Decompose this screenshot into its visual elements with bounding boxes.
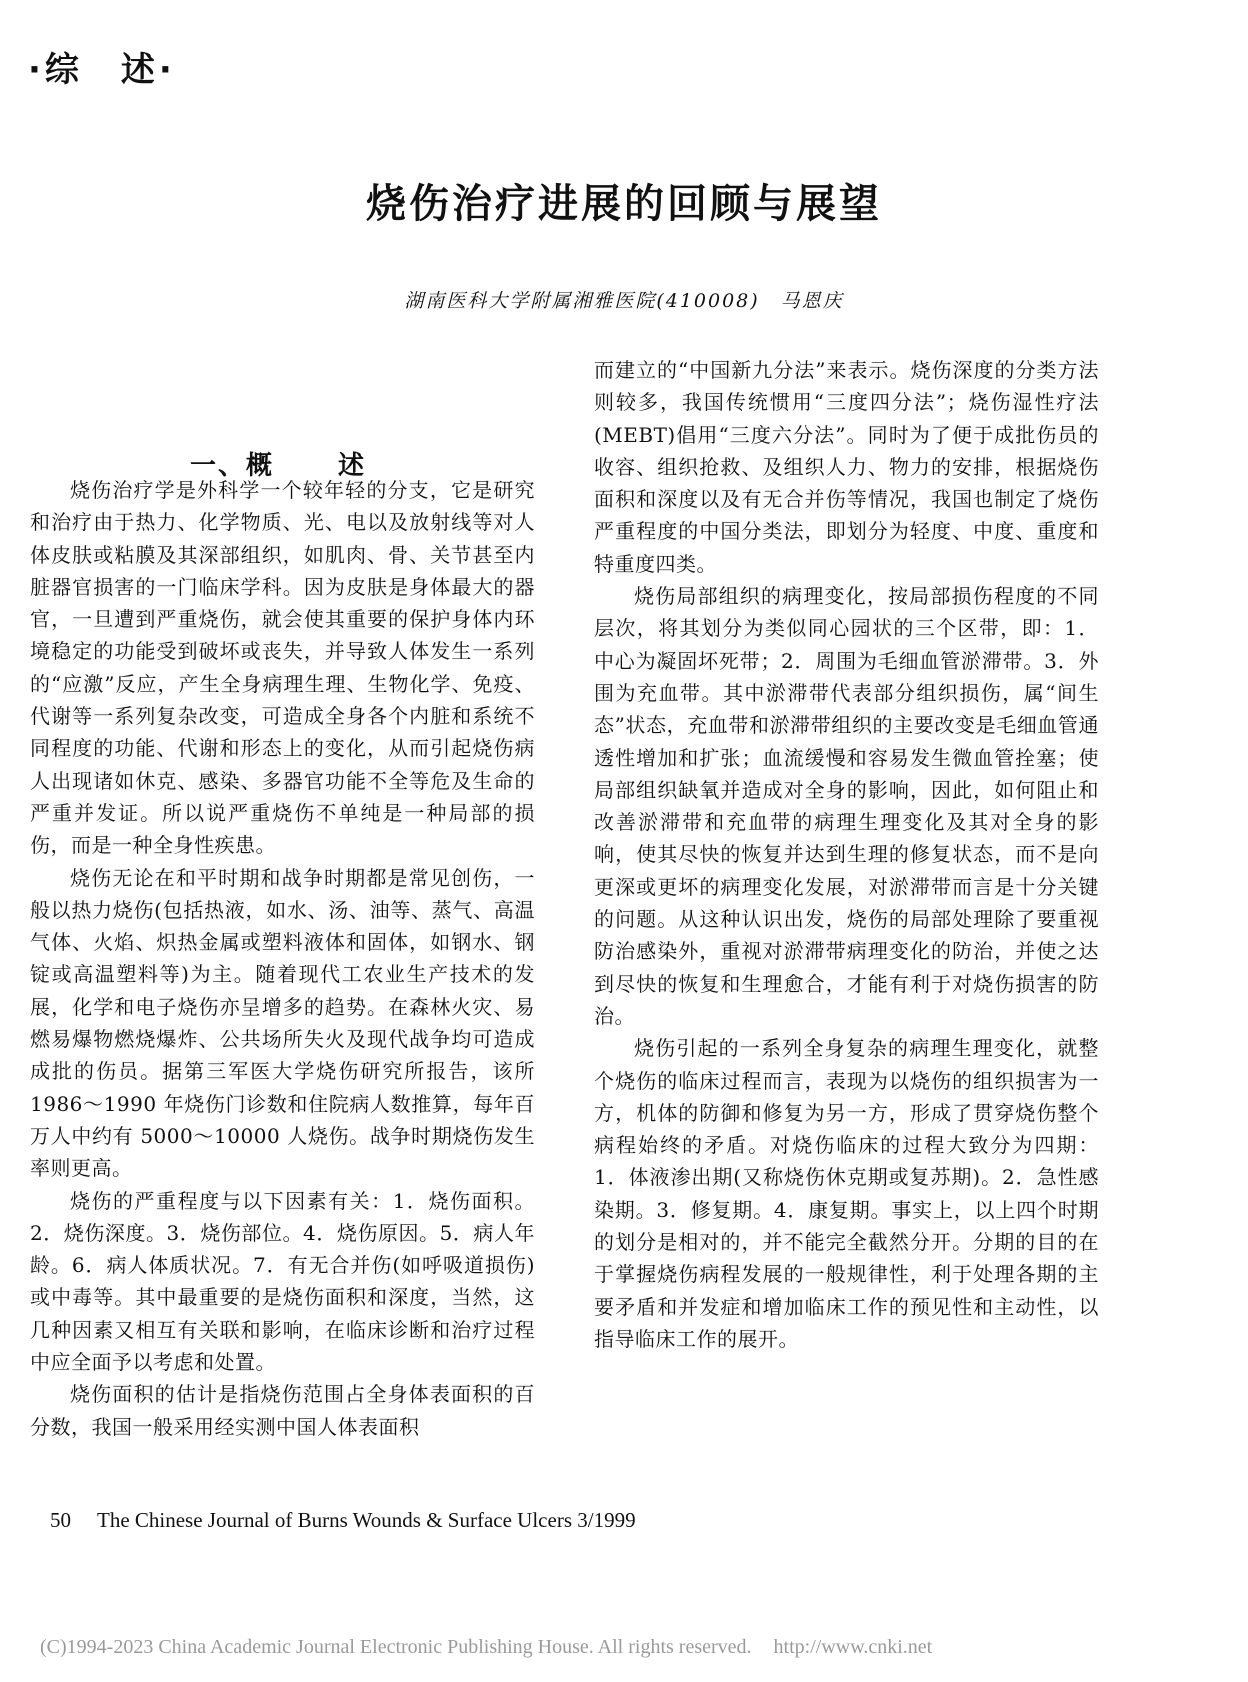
paragraph: 烧伤无论在和平时期和战争时期都是常见创伤，一般以热力烧伤(包括热液，如水、汤、油等、蒸气、高温气体、火焰、炽热金属或塑料液体和固体，如钢水、钢锭或高温塑料等)为主。随着现代工农业生产技术的发展，化学和电子烧伤亦呈增多的趋势。在森林火灾、易燃易爆物燃烧爆炸、公共场所失火及现代战争均可造成成批的伤员。据第三军医大学烧伤研究所报告，该所 1986～1990 年烧伤门诊数和住院病人数推算，每年百万人中约有 5000～10000 人烧伤。战争时期烧伤发生率则更高。: [30, 865, 535, 1181]
section-heading-rest: 述: [338, 451, 367, 481]
page-footer: [50, 1508, 636, 1533]
author-affiliation: 湖南医科大学附属湘雅医院(410008) 马恩庆: [404, 290, 844, 312]
paragraph: 烧伤治疗学是外科学一个较年轻的分支，它是研究和治疗由于热力、化学物质、光、电以及放射线等对人体皮肤或粘膜及其深部组织，如肌肉、骨、关节甚至内脏器官损害的一门临床学科。因为皮肤是身体最大的器官，一旦遭到严重烧伤，就会使其重要的保护身体内环境稳定的功能受到破坏或丧失，并导致人体发生一系列的“应激”反应，产生全身病理生理、生物化学、免疫、代谢等一系列复杂改变，可造成全身各个内脏和系统不同程度的功能、代谢和形态上的变化，从而引起烧伤病人出现诸如休克、感染、多器官功能不全等危及生命的严重并发证。所以说严重烧伤不单纯是一种局部的损伤，而是一种全身性疾患。: [30, 478, 535, 858]
copyright-notice: [40, 1636, 932, 1659]
page-number: 50: [50, 1508, 71, 1532]
paragraph: 烧伤局部组织的病理变化，按局部损伤程度的不同层次，将其划分为类似同心园状的三个区带，即：1．中心为凝固坏死带；2．周围为毛细血管淤滞带。3．外围为充血带。其中淤滞带代表部分组织损伤，属“间生态”状态，充血带和淤滞带组织的主要改变是毛细血管通透性增加和扩张；血流缓慢和容易发生微血管拴塞；使局部组织缺氧并造成对全身的影响，因此，如何阻止和改善淤滞带和充血带的病理生理变化及其对全身的影响，使其尽快的恢复并达到生理的修复状态，而不是向更深或更坏的病理变化发展，对淤滞带而言是十分关键的问题。从这种认识出发，烧伤的局部处理除了要重视防治感染外，重视对淤滞带病理变化的防治，并使之达到尽快的恢复和生理愈合，才能有利于对烧伤损害的防治。: [594, 584, 1099, 1028]
paragraph: 烧伤面积的估计是指烧伤范围占全身体表面积的百分数，我国一般采用经实测中国人体表面积: [30, 1382, 535, 1439]
right-column: [594, 354, 1099, 1355]
cnki-link[interactable]: http://www.cnki.net: [773, 1636, 933, 1658]
paragraph: 烧伤引起的一系列全身复杂的病理生理变化，就整个烧伤的临床过程而言，表现为以烧伤的组织损害为一方，机体的防御和修复为另一方，形成了贯穿烧伤整个病程始终的矛盾。对烧伤临床的过程大致分为四期：1．体液渗出期(又称烧伤休克期或复苏期)。2．急性感染期。3．修复期。4．康复期。事实上，以上四个时期的划分是相对的，并不能完全截然分开。分期的目的在于掌握烧伤病程发展的一般规律性，利于处理各期的主要矛盾和并发症和增加临床工作的预见性和主动性，以指导临床工作的展开。: [594, 1036, 1099, 1351]
paragraph-continued: 而建立的“中国新九分法”来表示。烧伤深度的分类方法则较多，我国传统惯用“三度四分法”；烧伤湿性疗法(MEBT)倡用“三度六分法”。同时为了便于成批伤员的收容、组织抢救、及组织人力、物力的安排，根据烧伤面积和深度以及有无合并伤等情况，我国也制定了烧伤严重程度的中国分类法，即划分为轻度、中度、重度和特重度四类。: [594, 358, 1099, 576]
left-column: [30, 474, 535, 1443]
journal-name: The Chinese Journal of Burns Wounds & Surface Ulcers 3/1999: [97, 1508, 636, 1532]
section-tag: ·综 述·: [28, 50, 176, 90]
article-title: 烧伤治疗进展的回顾与展望: [366, 181, 882, 227]
section-heading-number: 一、概: [190, 451, 275, 481]
paragraph: 烧伤的严重程度与以下因素有关：1．烧伤面积。2．烧伤深度。3．烧伤部位。4．烧伤原因。5．病人年龄。6．病人体质状况。7．有无合并伤(如呼吸道损伤)或中毒等。其中最重要的是烧伤面积和深度，当然，这几种因素又相互有关联和影响，在临床诊断和治疗过程中应全面予以考虑和处置。: [30, 1188, 535, 1375]
copyright-text: (C)1994-2023 China Academic Journal Electronic Publishing House. All rights reserved.: [40, 1636, 752, 1658]
